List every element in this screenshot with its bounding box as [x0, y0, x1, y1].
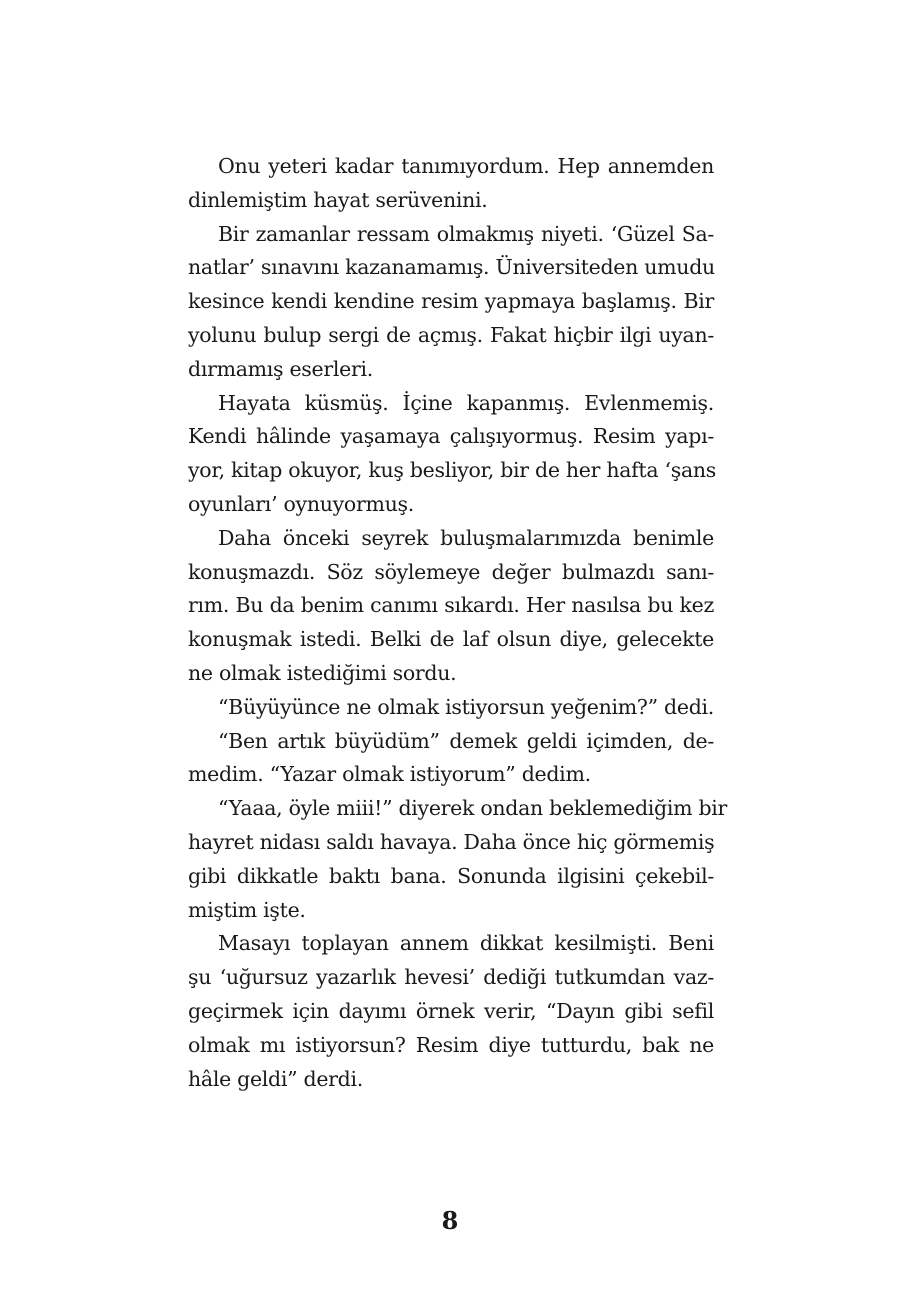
text-line: “Büyüyünce ne olmak istiyorsun yeğenim?” dedi.: [218, 694, 714, 719]
text-line: dırmamış eserleri.: [188, 356, 373, 381]
text-line: “Yaaa, öyle miii!” diyerek ondan beklemediğim bir: [218, 796, 728, 821]
text-line: miştim işte.: [188, 897, 306, 922]
text-line: gibi dikkatle baktı bana. Sonunda ilgisini çekebil-: [188, 863, 714, 888]
text-line: Bir zamanlar ressam olmakmış niyeti. ‘Güzel Sa-: [218, 221, 714, 246]
text-line: “Ben artık büyüdüm” demek geldi içimden, de-: [218, 728, 714, 753]
text-line: konuşmazdı. Söz söylemeye değer bulmazdı sanı-: [188, 559, 714, 584]
text-line: kesince kendi kendine resim yapmaya başlamış. Bir: [188, 289, 714, 314]
page-number: 8: [441, 1206, 459, 1235]
text-line: Onu yeteri kadar tanımıyordum. Hep annemden: [218, 154, 714, 178]
text-line: yor, kitap okuyor, kuş besliyor, bir de her hafta ‘şans: [188, 458, 716, 483]
text-line: Kendi hâlinde yaşamaya çalışıyormuş. Resim yapı-: [188, 424, 714, 449]
text-line: hâle geldi” derdi.: [188, 1066, 363, 1091]
text-line: oyunları’ oynuyormuş.: [188, 491, 414, 516]
text-line: konuşmak istedi. Belki de laf olsun diye, gelecekte: [188, 627, 714, 652]
text-line: geçirmek için dayımı örnek verir, “Dayın gibi sefil: [188, 998, 714, 1023]
text-line: Hayata küsmüş. İçine kapanmış. Evlenmemiş.: [218, 390, 714, 415]
text-line: ne olmak istediğimi sordu.: [188, 660, 457, 685]
text-line: şu ‘uğursuz yazarlık hevesi’ dediği tutkumdan vaz-: [188, 965, 714, 990]
text-line: Daha önceki seyrek buluşmalarımızda benimle: [218, 525, 714, 550]
text-line: dinlemiştim hayat serüvenini.: [188, 187, 488, 212]
text-line: rım. Bu da benim canımı sıkardı. Her nasılsa bu kez: [188, 593, 714, 618]
text-line: yolunu bulup sergi de açmış. Fakat hiçbir ilgi uyan-: [188, 322, 714, 347]
text-line: olmak mı istiyorsun? Resim diye tutturdu, bak ne: [188, 1032, 714, 1057]
text-line: hayret nidası saldı havaya. Daha önce hiç görmemiş: [188, 829, 715, 854]
text-line: natlar’ sınavını kazanamamış. Üniversiteden umudu: [188, 255, 715, 280]
body-text: [188, 150, 728, 1096]
text-line: medim. “Yazar olmak istiyorum” dedim.: [188, 762, 591, 787]
text-line: Masayı toplayan annem dikkat kesilmişti. Beni: [218, 931, 714, 956]
